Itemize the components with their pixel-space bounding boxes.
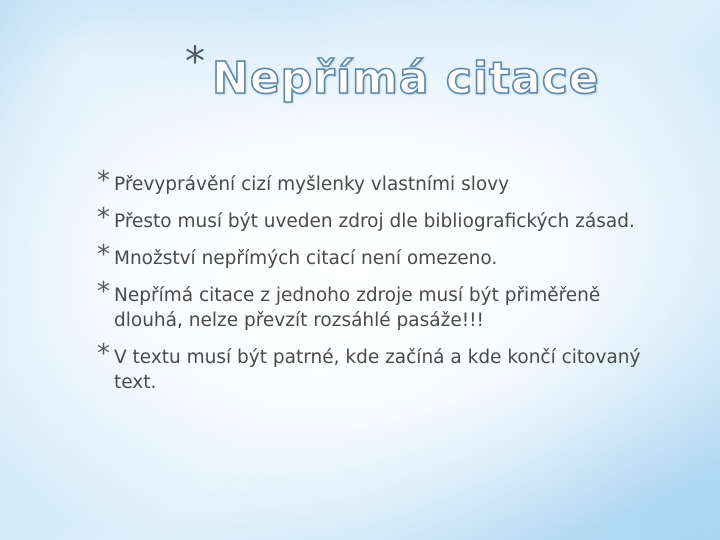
bullet-list bbox=[97, 166, 657, 407]
asterisk-bullet-icon: * bbox=[97, 166, 110, 196]
asterisk-bullet-icon: * bbox=[97, 339, 110, 369]
bullet-text: V textu musí být patrné, kde začíná a kde končí citovaný text. bbox=[114, 347, 641, 393]
asterisk-bullet-icon: * bbox=[97, 277, 110, 307]
bullet-text: Převyprávění cizí myšlenky vlastními slovy bbox=[114, 174, 510, 195]
bullet-item bbox=[97, 240, 657, 271]
asterisk-bullet-icon: * bbox=[97, 203, 110, 233]
bullet-text: Nepřímá citace z jednoho zdroje musí být přiměřeně dlouhá, nelze převzít rozsáhlé pasáže!!! bbox=[114, 285, 601, 331]
asterisk-bullet-icon: * bbox=[97, 240, 110, 270]
slide-title: Nepřímá citace bbox=[212, 53, 600, 104]
bullet-item bbox=[97, 339, 657, 395]
bullet-text: Množství nepřímých citací není omezeno. bbox=[114, 248, 498, 269]
bullet-text: Přesto musí být uveden zdroj dle bibliografických zásad. bbox=[114, 211, 635, 232]
bullet-item bbox=[97, 203, 657, 234]
bullet-item bbox=[97, 166, 657, 197]
bullet-item bbox=[97, 277, 657, 333]
asterisk-icon: * bbox=[185, 39, 205, 85]
slide-title-area bbox=[185, 40, 685, 110]
